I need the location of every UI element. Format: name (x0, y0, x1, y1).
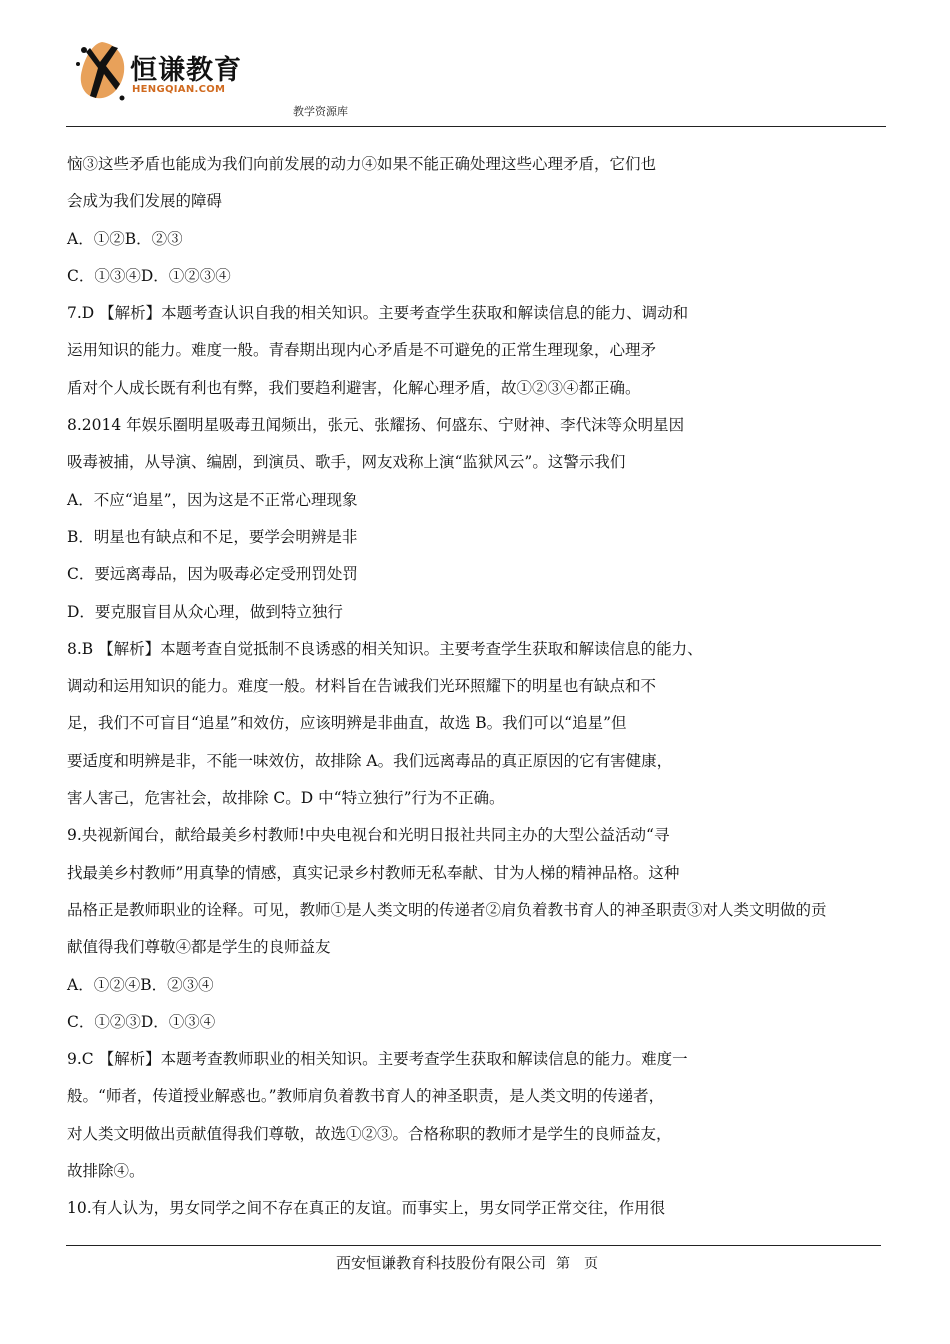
text-line: B．明星也有缺点和不足，要学会明辨是非 (67, 527, 358, 546)
text-line: 故排除④。 (67, 1162, 145, 1181)
text-line: 找最美乡村教师”用真挚的情感，真实记录乡村教师无私奉献、甘为人梯的精神品格。这种 (67, 863, 680, 882)
header-subtitle: 教学资源库 (293, 105, 348, 118)
footer-page-number: 第 页 (556, 1256, 599, 1272)
logo-title: 恒谦教育 (130, 55, 242, 86)
text-line: 盾对个人成长既有利也有弊，我们要趋利避害，化解心理矛盾，故①②③④都正确。 (67, 378, 641, 397)
text-line: 运用知识的能力。难度一般。青春期出现内心矛盾是不可避免的正常生理现象，心理矛 (67, 341, 657, 360)
text-line: 品格正是教师职业的诠释。可见，教师①是人类文明的传递者②肩负着教书育人的神圣职责③对人类文明做的贡 (67, 900, 827, 919)
company-logo (72, 38, 247, 108)
text-line: 对人类文明做出贡献值得我们尊敬，故选①②③。合格称职的教师才是学生的良师益友， (67, 1124, 672, 1143)
page-footer (336, 1252, 598, 1273)
text-line: 8.2014 年娱乐圈明星吸毒丑闻频出，张元、张耀扬、何盛东、宁财神、李代沫等众明星因 (67, 416, 685, 435)
footer-company: 西安恒谦教育科技股份有限公司 (336, 1254, 547, 1272)
text-line: C．①③④D．①②③④ (67, 266, 231, 285)
text-line: C．要远离毒品，因为吸毒必定受刑罚处罚 (67, 565, 358, 584)
text-line: 会成为我们发展的障碍 (67, 192, 223, 211)
text-line: A．①②④B．②③④ (67, 975, 214, 994)
header-divider (66, 126, 886, 127)
footer-divider (66, 1245, 881, 1246)
text-line: A．不应“追星”，因为这是不正常心理现象 (67, 490, 358, 509)
text-line: 般。“师者，传道授业解惑也。”教师肩负着教书育人的神圣职责，是人类文明的传递者， (67, 1087, 665, 1106)
text-line: 吸毒被捕，从导演、编剧，到演员、歌手，网友戏称上演“监狱风云”。这警示我们 (67, 453, 626, 472)
text-line: 调动和运用知识的能力。难度一般。材料旨在告诫我们光环照耀下的明星也有缺点和不 (67, 677, 657, 696)
text-line: 9.C 【解析】本题考查教师职业的相关知识。主要考查学生获取和解读信息的能力。难度一 (67, 1050, 688, 1069)
text-line: 10.有人认为，男女同学之间不存在真正的友谊。而事实上，男女同学正常交往，作用很 (67, 1199, 666, 1218)
text-line: 献值得我们尊敬④都是学生的良师益友 (67, 938, 331, 957)
text-line: 害人害己，危害社会，故排除 C。D 中“特立独行”行为不正确。 (67, 789, 505, 808)
logo-mascot-icon (72, 38, 132, 108)
text-line: A．①②B．②③ (67, 229, 183, 248)
logo-url: HENGQIAN.COM (132, 84, 226, 95)
text-line: 足，我们不可盲目“追星”和效仿，应该明辨是非曲直，故选 B。我们可以“追星”但 (67, 714, 627, 733)
text-line: 9.央视新闻台，献给最美乡村教师!中央电视台和光明日报社共同主办的大型公益活动“寻 (67, 826, 670, 845)
text-line: C．①②③D．①③④ (67, 1012, 216, 1031)
text-line: 恼③这些矛盾也能成为我们向前发展的动力④如果不能正确处理这些心理矛盾，它们也 (67, 155, 657, 173)
document-body (67, 150, 897, 1232)
text-line: 8.B 【解析】本题考查自觉抵制不良诱惑的相关知识。主要考查学生获取和解读信息的能力、 (67, 639, 703, 658)
text-line: 7.D 【解析】本题考查认识自我的相关知识。主要考查学生获取和解读信息的能力、调动和 (67, 304, 689, 323)
text-line: D．要克服盲目从众心理，做到特立独行 (67, 602, 343, 621)
text-line: 要适度和明辨是非，不能一味效仿，故排除 A。我们远离毒品的真正原因的它有害健康， (67, 751, 673, 770)
